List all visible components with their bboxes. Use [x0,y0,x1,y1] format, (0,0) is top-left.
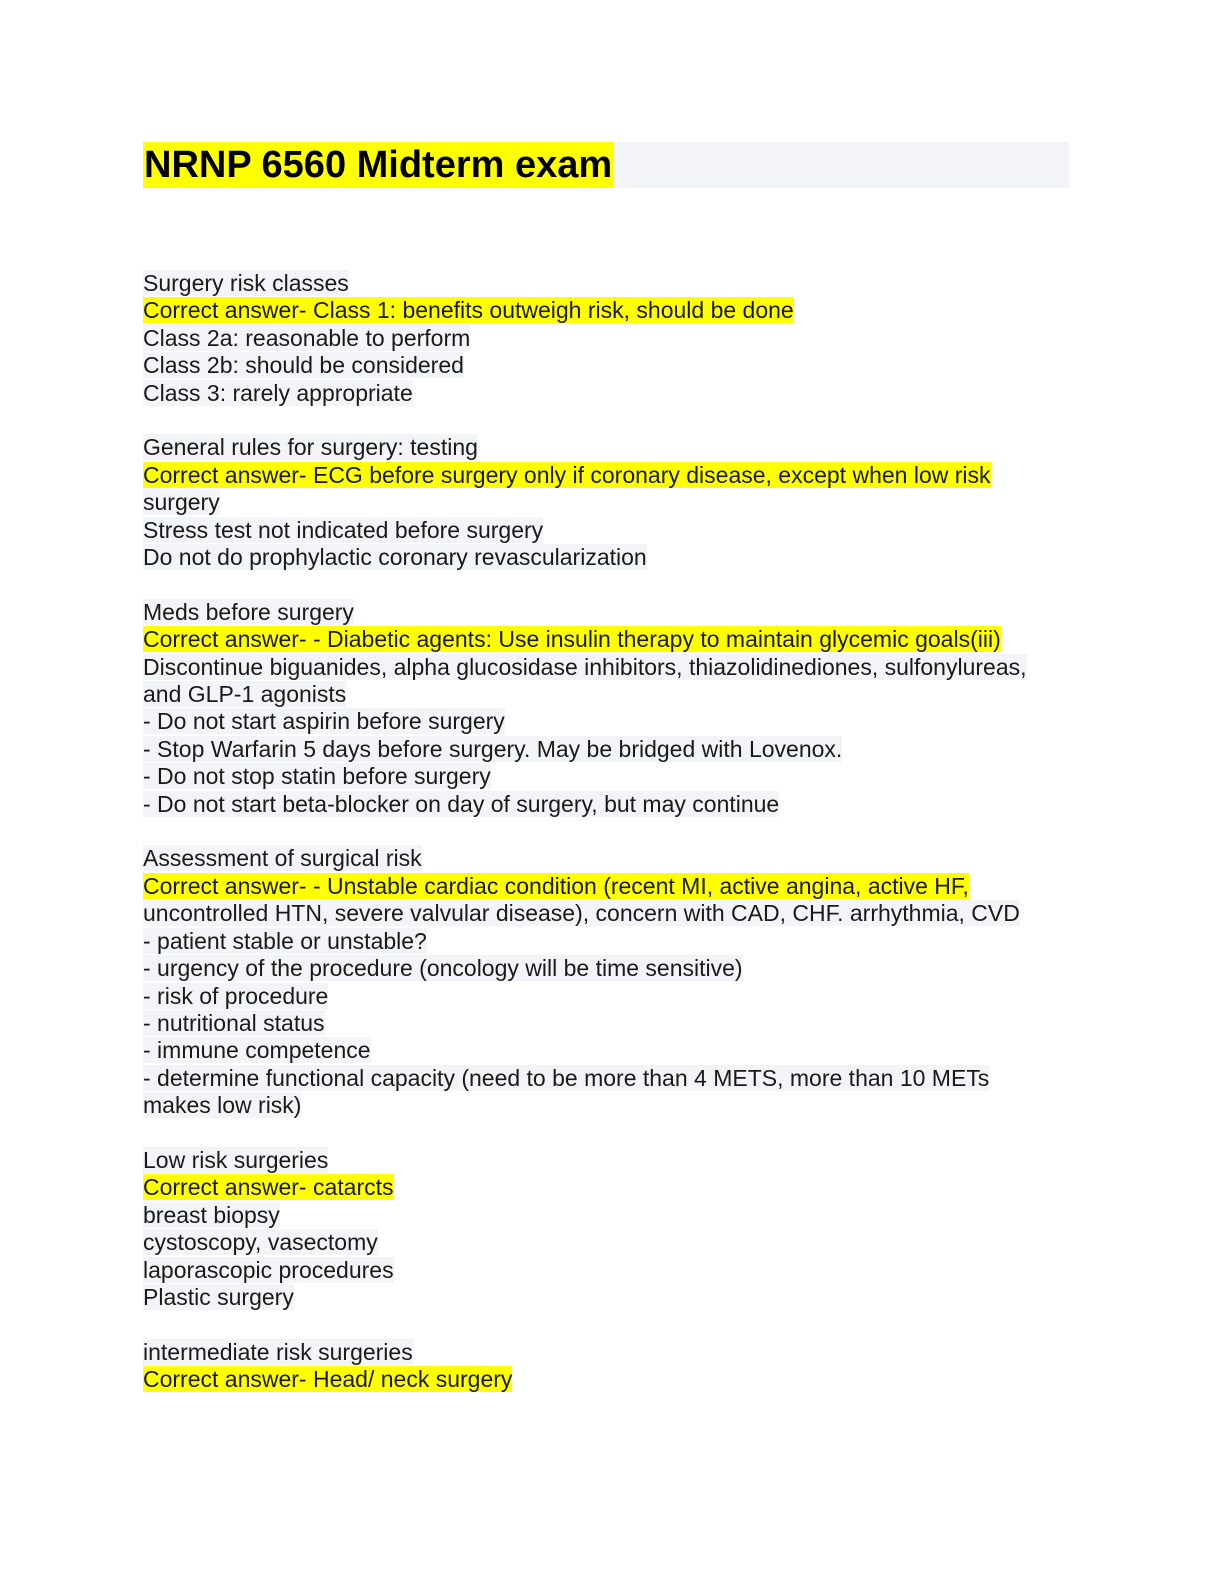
answer-text-line [143,297,1073,324]
detail-text-line [143,1092,1073,1119]
detail-text: makes low risk) [143,1092,302,1119]
detail-text-line [143,325,1073,352]
detail-text-line [143,654,1073,681]
detail-text: Class 3: rarely appropriate [143,379,413,406]
answer-text-line [143,1366,1073,1393]
detail-text: breast biopsy [143,1201,280,1228]
detail-text-line [143,1284,1073,1311]
answer-text-line [143,462,1073,489]
qa-section [143,270,1073,407]
document-title: NRNP 6560 Midterm exam [144,144,613,186]
question-text: General rules for surgery: testing [143,434,478,461]
detail-text-line [143,1037,1073,1064]
detail-text: cystoscopy, vasectomy [143,1229,378,1256]
question-text: Assessment of surgical risk [143,845,422,872]
detail-text: Do not do prophylactic coronary revascularization [143,544,647,571]
qa-section [143,1147,1073,1311]
detail-text-line [143,763,1073,790]
question-text: intermediate risk surgeries [143,1338,413,1365]
detail-text: - risk of procedure [143,982,329,1009]
detail-text-line [143,489,1073,516]
question-text-line [143,1339,1073,1366]
answer-text: Correct answer- ECG before surgery only if coronary disease, except when low risk [143,461,991,488]
detail-text-line [143,983,1073,1010]
detail-text: Plastic surgery [143,1283,294,1310]
question-text: Meds before surgery [143,598,354,625]
detail-text-line [143,544,1073,571]
qa-section [143,434,1073,571]
detail-text-line [143,681,1073,708]
detail-text: laporascopic procedures [143,1256,394,1283]
answer-text: Correct answer- Head/ neck surgery [143,1366,513,1393]
detail-text-line [143,1257,1073,1284]
detail-text: Stress test not indicated before surgery [143,516,544,543]
question-text-line [143,845,1073,872]
document-body [143,270,1073,1421]
question-text-line [143,270,1073,297]
detail-text: surgery [143,489,220,516]
question-text: Low risk surgeries [143,1146,329,1173]
detail-text: uncontrolled HTN, severe valvular disease), concern with CAD, CHF. arrhythmia, CVD [143,900,1020,927]
answer-text: Correct answer- catarcts [143,1174,394,1201]
detail-text-line [143,1010,1073,1037]
detail-text: - nutritional status [143,1009,325,1036]
detail-text-line [143,955,1073,982]
detail-text: - Stop Warfarin 5 days before surgery. May be bridged with Lovenox. [143,735,843,762]
detail-text-line [143,900,1073,927]
qa-section [143,1339,1073,1394]
answer-text: Correct answer- - Unstable cardiac condition (recent MI, active angina, active HF, [143,872,969,899]
qa-section [143,599,1073,818]
detail-text-line [143,1202,1073,1229]
detail-text-line [143,1229,1073,1256]
detail-text: - immune competence [143,1037,371,1064]
qa-section [143,845,1073,1119]
answer-text: Correct answer- - Diabetic agents: Use insulin therapy to maintain glycemic goals(iii) [143,626,1001,653]
detail-text-line [143,517,1073,544]
answer-text-line [143,626,1073,653]
answer-text: Correct answer- Class 1: benefits outweigh risk, should be done [143,297,794,324]
detail-text: Class 2a: reasonable to perform [143,324,471,351]
detail-text: - determine functional capacity (need to be more than 4 METS, more than 10 METs [143,1064,990,1091]
detail-text: and GLP-1 agonists [143,681,347,708]
detail-text-line [143,928,1073,955]
detail-text: - patient stable or unstable? [143,927,427,954]
detail-text: - Do not stop statin before surgery [143,763,491,790]
detail-text: Class 2b: should be considered [143,352,464,379]
detail-text-line [143,352,1073,379]
detail-text-line [143,736,1073,763]
question-text-line [143,434,1073,461]
detail-text: - Do not start aspirin before surgery [143,708,505,735]
question-text-line [143,599,1073,626]
question-text-line [143,1147,1073,1174]
detail-text: - urgency of the procedure (oncology will be time sensitive) [143,955,743,982]
answer-text-line [143,873,1073,900]
detail-text-line [143,1065,1073,1092]
detail-text-line [143,791,1073,818]
detail-text: - Do not start beta-blocker on day of surgery, but may continue [143,790,780,817]
detail-text-line [143,708,1073,735]
detail-text-line [143,380,1073,407]
answer-text-line [143,1174,1073,1201]
question-text: Surgery risk classes [143,270,349,296]
detail-text: Discontinue biguanides, alpha glucosidase inhibitors, thiazolidinediones, sulfonylureas, [143,653,1027,680]
